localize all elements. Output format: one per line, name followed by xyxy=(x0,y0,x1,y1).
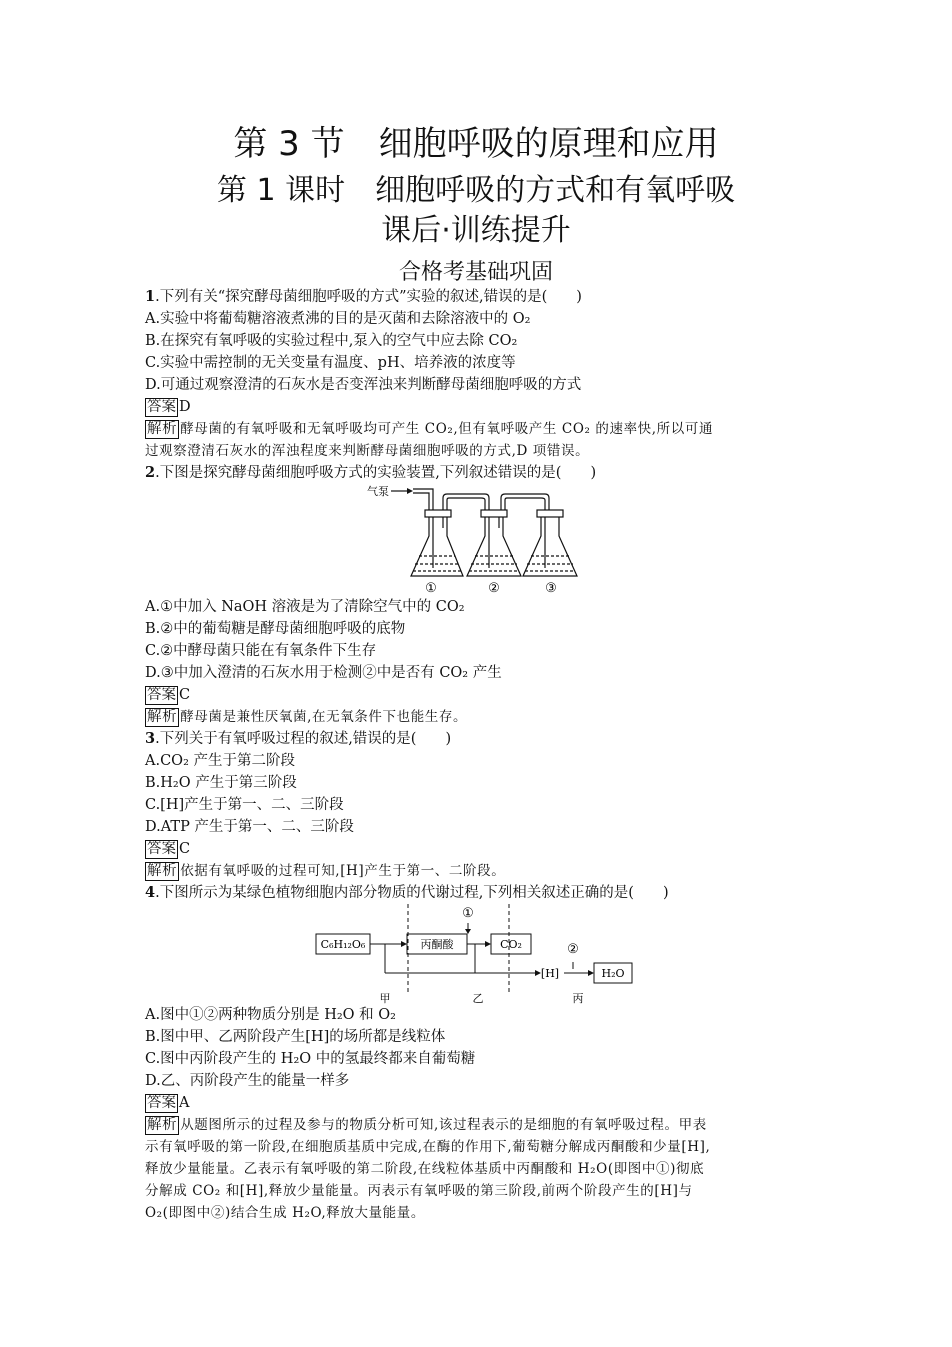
answer-row xyxy=(145,838,815,860)
marker-2: ② xyxy=(567,942,579,957)
question-number: 3 xyxy=(145,730,156,747)
option-d: D.③中加入澄清的石灰水用于检测②中是否有 CO₂ 产生 xyxy=(145,665,502,681)
answer-row xyxy=(145,1092,815,1114)
subsection-title: 合格考基础巩固 xyxy=(398,260,553,285)
question-number: 2 xyxy=(145,464,156,481)
question-3 xyxy=(145,728,815,882)
flask-apparatus-figure xyxy=(145,484,815,596)
question-stem: 3.下列关于有氧呼吸过程的叙述,错误的是( ) xyxy=(145,730,452,747)
practice-title: 课后·训练提升 xyxy=(381,213,571,248)
water-label: H₂O xyxy=(601,967,625,980)
option-c: C.②中酵母菌只能在有氧条件下生存 xyxy=(145,643,377,659)
option-d: D.可通过观察澄清的石灰水是否变浑浊来判断酵母菌细胞呼吸的方式 xyxy=(145,377,582,393)
option-c: C.[H]产生于第一、二、三阶段 xyxy=(145,797,344,813)
analysis-line: 分解成 CO₂ 和[H],释放少量能量。丙表示有氧呼吸的第三阶段,前两个阶段产生的[H]与 xyxy=(145,1183,693,1199)
flask-apparatus-diagram xyxy=(145,484,815,596)
analysis-tag: 解析 xyxy=(147,421,178,437)
flask-3 xyxy=(523,510,577,576)
pyruvate-label: 丙酮酸 xyxy=(420,938,454,951)
question-number: 1 xyxy=(145,288,156,305)
question-1 xyxy=(145,286,815,462)
option-a: A.实验中将葡萄糖溶液煮沸的目的是灭菌和去除溶液中的 O₂ xyxy=(145,311,531,327)
option-b: B.在探究有氧呼吸的实验过程中,泵入的空气中应去除 CO₂ xyxy=(145,333,518,349)
metabolism-diagram xyxy=(145,904,815,1004)
analysis-line: 示有氧呼吸的第一阶段,在细胞质基质中完成,在酶的作用下,葡萄糖分解成丙酮酸和少量[H], xyxy=(145,1139,711,1155)
answer-tag: 答案 xyxy=(147,399,176,415)
option-a: A.CO₂ 产生于第二阶段 xyxy=(145,753,295,769)
question-stem: 1.下列有关“探究酵母菌细胞呼吸的方式”实验的叙述,错误的是( ) xyxy=(145,288,582,305)
option-b: B.②中的葡萄糖是酵母菌细胞呼吸的底物 xyxy=(145,621,406,637)
answer-tag: 答案 xyxy=(147,841,176,857)
question-stem: 2.下图是探究酵母菌细胞呼吸方式的实验装置,下列叙述错误的是( ) xyxy=(145,464,597,481)
analysis-line: 解析 酵母菌的有氧呼吸和无氧呼吸均可产生 CO₂,但有氧呼吸产生 CO₂ 的速率快,所以可通 xyxy=(147,421,714,437)
option-d: D.乙、丙阶段产生的能量一样多 xyxy=(145,1073,350,1089)
question-2 xyxy=(145,462,815,728)
answer-row xyxy=(145,684,815,706)
option-a: A.①中加入 NaOH 溶液是为了清除空气中的 CO₂ xyxy=(145,599,465,615)
option-b: B.图中甲、乙两阶段产生[H]的场所都是线粒体 xyxy=(145,1029,446,1045)
answer-value: C xyxy=(179,687,191,703)
analysis-line: O₂(即图中②)结合生成 H₂O,释放大量能量。 xyxy=(145,1205,425,1221)
question-4 xyxy=(145,882,815,1224)
co2-label: CO₂ xyxy=(500,938,522,951)
answer-tag: 答案 xyxy=(147,1095,176,1111)
analysis-line: 解析 酵母菌是兼性厌氧菌,在无氧条件下也能生存。 xyxy=(147,709,468,725)
answer-value: C xyxy=(179,841,191,857)
stage-a-label: 甲 xyxy=(379,992,391,1004)
answer-row xyxy=(145,396,815,418)
metabolism-figure xyxy=(145,904,815,1004)
flask-1 xyxy=(411,510,463,576)
analysis-line: 释放少量能量。乙表示有氧呼吸的第二阶段,在线粒体基质中丙酮酸和 H₂O(即图中①)彻底 xyxy=(145,1161,705,1177)
answer-tag: 答案 xyxy=(147,687,176,703)
analysis-line: 解析 从题图所示的过程及参与的物质分析可知,该过程表示的是细胞的有氧呼吸过程。甲表 xyxy=(147,1117,707,1133)
option-d: D.ATP 产生于第一、二、三阶段 xyxy=(145,819,354,835)
question-list xyxy=(145,286,815,1224)
option-b: B.H₂O 产生于第三阶段 xyxy=(145,775,297,791)
stage-c-label: 丙 xyxy=(572,992,584,1004)
stage-b-label: 乙 xyxy=(472,992,484,1004)
option-c: C.图中丙阶段产生的 H₂O 中的氢最终都来自葡萄糖 xyxy=(145,1051,476,1067)
question-number: 4 xyxy=(145,884,156,901)
answer-value: D xyxy=(179,399,191,415)
flask-label-3: ③ xyxy=(545,581,557,596)
analysis-line: 解析 依据有氧呼吸的过程可知,[H]产生于第一、二阶段。 xyxy=(147,863,506,879)
analysis-tag: 解析 xyxy=(147,863,178,879)
lesson-title: 第 1 课时 细胞呼吸的方式和有氧呼吸 xyxy=(216,173,736,208)
marker-1: ① xyxy=(462,906,474,921)
answer-value: A xyxy=(179,1095,190,1111)
question-stem: 4.下图所示为某绿色植物细胞内部分物质的代谢过程,下列相关叙述正确的是( ) xyxy=(145,884,669,901)
flask-2 xyxy=(467,510,521,576)
pump-label: 气泵 xyxy=(367,485,389,498)
analysis-tag: 解析 xyxy=(147,709,178,725)
h-label: [H] xyxy=(540,967,560,980)
option-a: A.图中①②两种物质分别是 H₂O 和 O₂ xyxy=(145,1007,396,1023)
flask-label-1: ① xyxy=(425,581,437,596)
analysis-line: 过观察澄清石灰水的浑浊程度来判断酵母菌细胞呼吸的方式,D 项错误。 xyxy=(145,443,590,459)
glucose-label: C₆H₁₂O₆ xyxy=(320,938,366,951)
option-c: C.实验中需控制的无关变量有温度、pH、培养液的浓度等 xyxy=(145,355,516,371)
section-title: 第 3 节 细胞呼吸的原理和应用 xyxy=(233,124,719,164)
flask-label-2: ② xyxy=(488,581,500,596)
analysis-tag: 解析 xyxy=(147,1117,178,1133)
